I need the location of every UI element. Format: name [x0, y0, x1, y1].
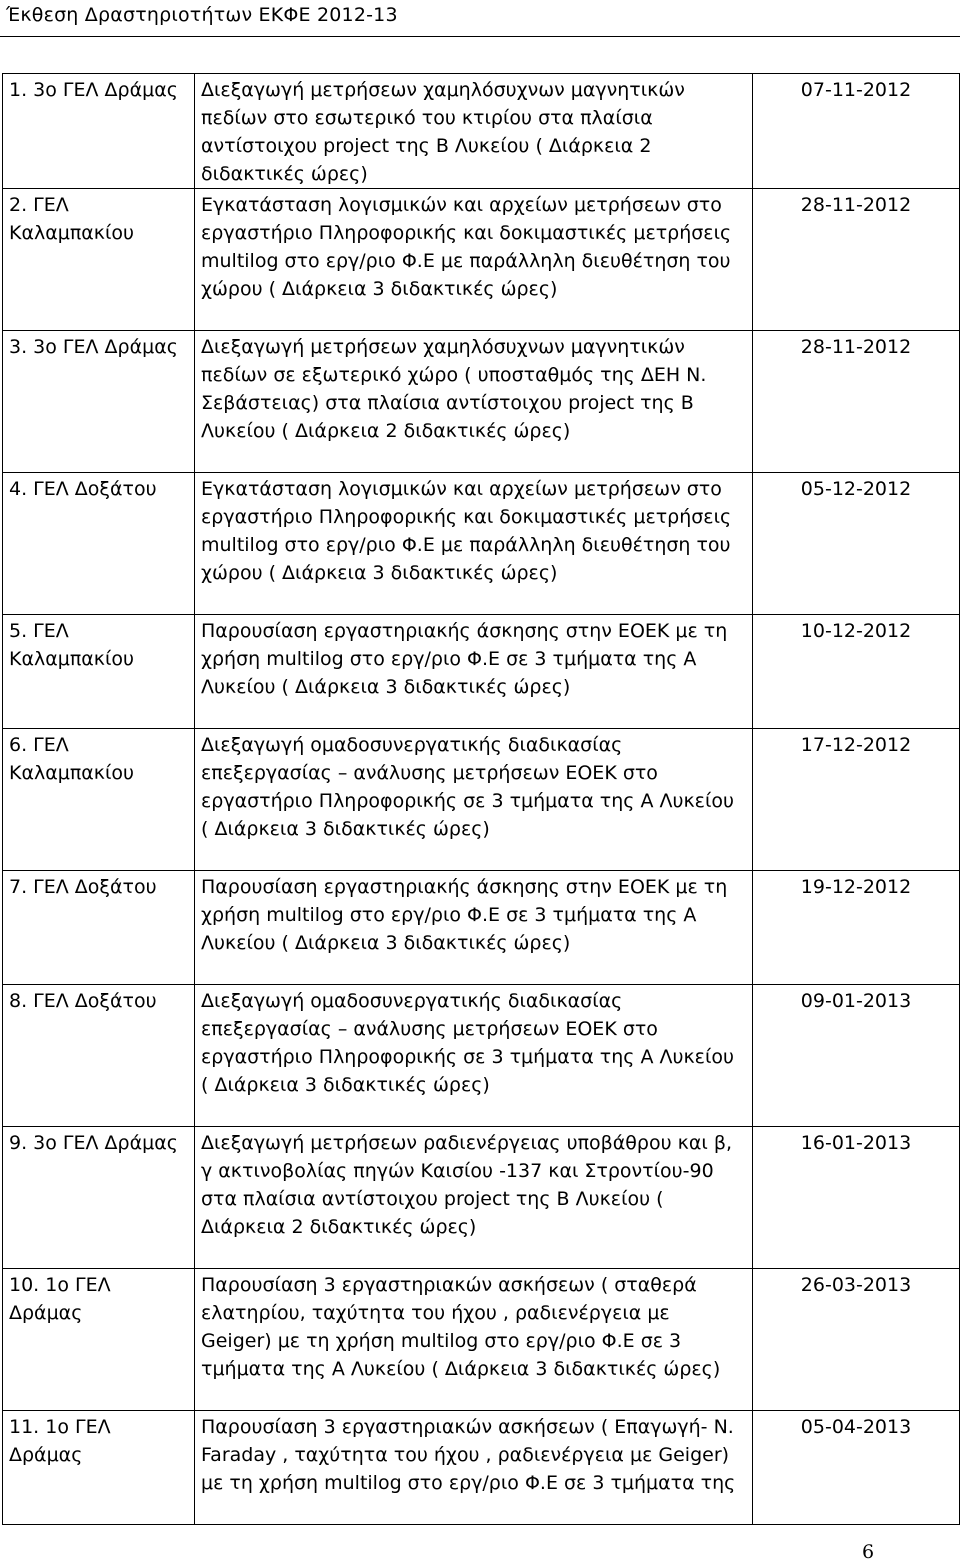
description-cell: Διεξαγωγή ομαδοσυνεργατικής διαδικασίας επεξεργασίας – ανάλυσης μετρήσεων ΕΟΕΚ στο εργαστήριο Πληροφορικής σε 3 τμήματα της Α Λυκείου ( Διάρκεια 3 διδακτικές ώρες) — [195, 729, 753, 871]
description-cell: Διεξαγωγή μετρήσεων χαμηλόσυχνων μαγνητικών πεδίων στο εσωτερικό του κτιρίου στα πλαίσια αντίστοιχου project της Β Λυκείου ( Διάρκεια 2 διδακτικές ώρες) — [195, 74, 753, 189]
school-cell: 10. 1ο ΓΕΛ Δράμας — [3, 1269, 195, 1411]
date-cell: 05-04-2013 — [753, 1411, 960, 1525]
description-cell: Διεξαγωγή μετρήσεων ραδιενέργειας υποβάθρου και β, γ ακτινοβολίας πηγών Καισίου -137 και Στροντίου-90 στα πλαίσια αντίστοιχου project της Β Λυκείου ( Διάρκεια 2 διδακτικές ώρες) — [195, 1127, 753, 1269]
table-row — [3, 729, 960, 871]
school-cell: 7. ΓΕΛ Δοξάτου — [3, 871, 195, 985]
school-cell: 3. 3ο ΓΕΛ Δράμας — [3, 331, 195, 473]
table-row — [3, 1411, 960, 1525]
page-number: 6 — [862, 1541, 875, 1563]
school-cell: 2. ΓΕΛ Καλαμπακίου — [3, 189, 195, 331]
description-cell: Παρουσίαση 3 εργαστηριακών ασκήσεων ( Επαγωγή- Ν. Faraday , ταχύτητα του ήχου , ραδιενέργεια με Geiger) με τη χρήση multilog στο εργ/ριο Φ.Ε σε 3 τμήματα της — [195, 1411, 753, 1525]
school-cell: 9. 3ο ΓΕΛ Δράμας — [3, 1127, 195, 1269]
school-cell: 6. ΓΕΛ Καλαμπακίου — [3, 729, 195, 871]
date-cell: 26-03-2013 — [753, 1269, 960, 1411]
table-row — [3, 331, 960, 473]
date-cell: 07-11-2012 — [753, 74, 960, 189]
school-cell: 1. 3ο ΓΕΛ Δράμας — [3, 74, 195, 189]
school-cell: 5. ΓΕΛ Καλαμπακίου — [3, 615, 195, 729]
school-cell: 4. ΓΕΛ Δοξάτου — [3, 473, 195, 615]
date-cell: 28-11-2012 — [753, 189, 960, 331]
date-cell: 09-01-2013 — [753, 985, 960, 1127]
school-cell: 8. ΓΕΛ Δοξάτου — [3, 985, 195, 1127]
page-header-title: Έκθεση Δραστηριοτήτων ΕΚΦΕ 2012-13 — [6, 4, 398, 26]
table-row — [3, 473, 960, 615]
table-row — [3, 871, 960, 985]
date-cell: 05-12-2012 — [753, 473, 960, 615]
table-row — [3, 1127, 960, 1269]
date-cell: 17-12-2012 — [753, 729, 960, 871]
table-row — [3, 74, 960, 189]
date-cell: 16-01-2013 — [753, 1127, 960, 1269]
description-cell: Παρουσίαση εργαστηριακής άσκησης στην ΕΟΕΚ με τη χρήση multilog στο εργ/ριο Φ.Ε σε 3 τμήματα της Α Λυκείου ( Διάρκεια 3 διδακτικές ώρες) — [195, 871, 753, 985]
description-cell: Διεξαγωγή μετρήσεων χαμηλόσυχνων μαγνητικών πεδίων σε εξωτερικό χώρο ( υποσταθμός της ΔΕΗ Ν. Σεβάστειας) στα πλαίσια αντίστοιχου project της Β Λυκείου ( Διάρκεια 2 διδακτικές ώρες) — [195, 331, 753, 473]
table-row — [3, 615, 960, 729]
description-cell: Παρουσίαση εργαστηριακής άσκησης στην ΕΟΕΚ με τη χρήση multilog στο εργ/ριο Φ.Ε σε 3 τμήματα της Α Λυκείου ( Διάρκεια 3 διδακτικές ώρες) — [195, 615, 753, 729]
school-cell: 11. 1ο ΓΕΛ Δράμας — [3, 1411, 195, 1525]
description-cell: Εγκατάσταση λογισμικών και αρχείων μετρήσεων στο εργαστήριο Πληροφορικής και δοκιμαστικές μετρήσεις multilog στο εργ/ριο Φ.Ε με παράλληλη διευθέτηση του χώρου ( Διάρκεια 3 διδακτικές ώρες) — [195, 189, 753, 331]
header-divider — [0, 36, 960, 37]
table-row — [3, 985, 960, 1127]
table-row — [3, 189, 960, 331]
date-cell: 10-12-2012 — [753, 615, 960, 729]
description-cell: Παρουσίαση 3 εργαστηριακών ασκήσεων ( σταθερά ελατηρίου, ταχύτητα του ήχου , ραδιενέργεια με Geiger) με τη χρήση multilog στο εργ/ριο Φ.Ε σε 3 τμήματα της Α Λυκείου ( Διάρκεια 3 διδακτικές ώρες) — [195, 1269, 753, 1411]
date-cell: 28-11-2012 — [753, 331, 960, 473]
date-cell: 19-12-2012 — [753, 871, 960, 985]
activities-table — [2, 73, 960, 1525]
table-row — [3, 1269, 960, 1411]
description-cell: Διεξαγωγή ομαδοσυνεργατικής διαδικασίας επεξεργασίας – ανάλυσης μετρήσεων ΕΟΕΚ στο εργαστήριο Πληροφορικής σε 3 τμήματα της Α Λυκείου ( Διάρκεια 3 διδακτικές ώρες) — [195, 985, 753, 1127]
description-cell: Εγκατάσταση λογισμικών και αρχείων μετρήσεων στο εργαστήριο Πληροφορικής και δοκιμαστικές μετρήσεις multilog στο εργ/ριο Φ.Ε με παράλληλη διευθέτηση του χώρου ( Διάρκεια 3 διδακτικές ώρες) — [195, 473, 753, 615]
